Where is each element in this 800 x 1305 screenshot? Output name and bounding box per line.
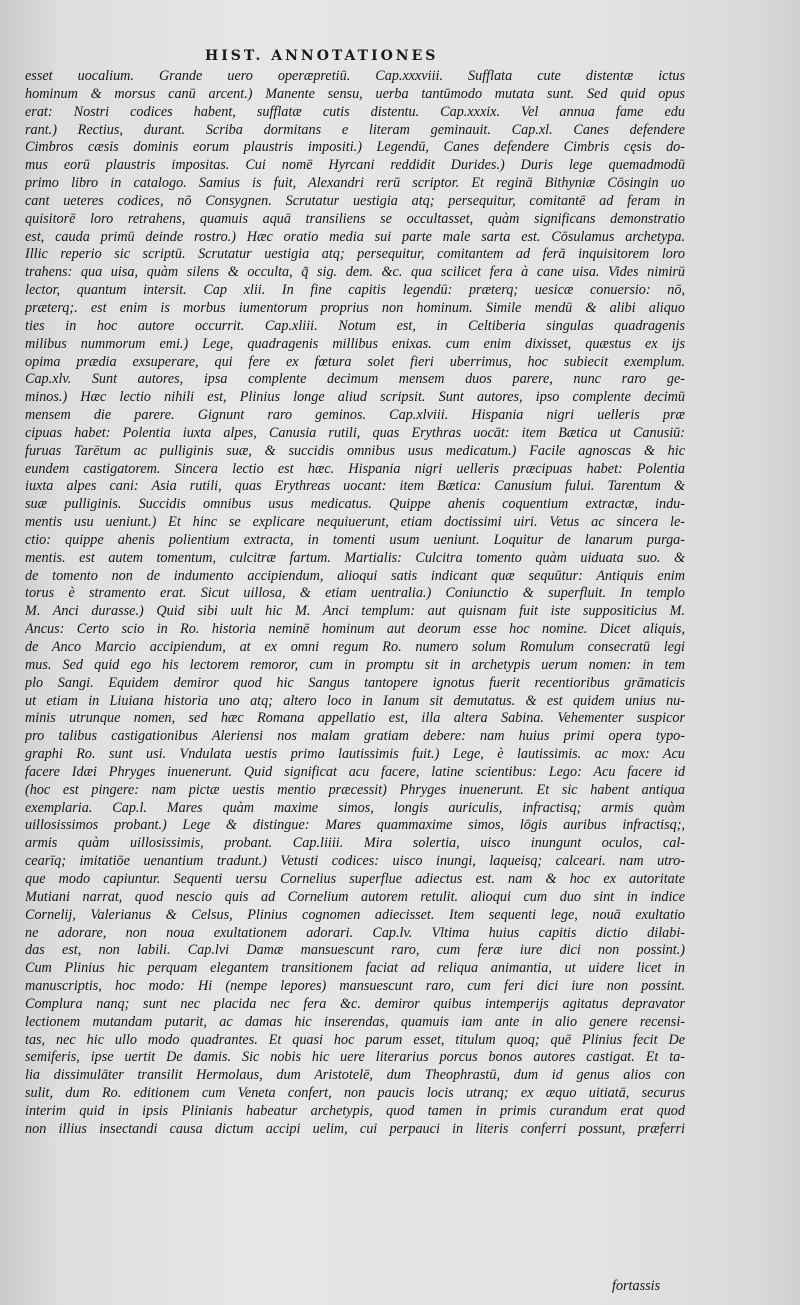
text-line: tas, nec hic ullo modo quadrantes. Et quasi hoc parum esset, titulum quoq; quē Plinius fecit De: [25, 1031, 685, 1048]
text-line: opima prædia exsuperare, qui fere ex fœtura solet fieri uberrimus, hoc subiecit exemplum.: [25, 353, 685, 370]
text-line: graphi Ro. sunt usi. Vndulata uestis primo lautissimis fuit.) Lege, è lautissimis. ac mox: Acu: [25, 746, 685, 763]
text-line: facere Idæi Phryges inuenerunt. Quid significat acu facere, latine scientibus: Lego: Acu facere id: [25, 763, 685, 780]
text-line: mus. Sed quid ego his lectorem remoror, cum in promptu sit in archetypis uerum nomen: in tem: [25, 656, 685, 673]
text-line: exemplaria. Cap.l. Mares quàm maxime simos, longis auriculis, infractisq; armis quàm: [25, 799, 685, 816]
text-line: esset uocalium. Grande uero operæpretiū. Cap.xxxviii. Sufflata cute distentæ ictus: [25, 68, 685, 84]
text-line: M. Anci durasse.) Quid sibi uult hic M. Anci templum: aut quisnam fuit iste suppositicius M.: [25, 603, 685, 620]
running-head: HIST. ANNOTATIONES: [205, 48, 439, 64]
text-line: sulit, dum Ro. editionem cum Veneta confert, non paucis locis utranq; ex æquo uitiatā, securus: [25, 1085, 685, 1102]
text-line: minis utrunque nomen, sed hæc Romana appellatio est, illa altera Sabina. Vehementer suspicor: [25, 710, 685, 727]
text-line: cipuas habet: Polentia iuxta alpes, Canusia rutili, quas Erythras uocāt: item Bætica ut Canusiū:: [25, 424, 685, 441]
text-line: mensem die parere. Gignunt raro geminos. Cap.xlviii. Hispania nigri uelleris præ: [25, 407, 685, 424]
catchword: fortassis: [612, 1278, 661, 1294]
text-line: cant ueteres codices, nō Consygnen. Scrutatur uestigia atq; persequitur, comitantē ad feram in: [25, 192, 685, 209]
text-line: minos.) Hæc lectio nihili est, Plinius longe aliud scripsit. Sunt autores, ipso complente decimū: [25, 389, 685, 406]
text-line: das est, non labili. Cap.lvi Damæ mansuescunt raro, cum feræ iure dici non possint.): [25, 942, 685, 959]
text-line: suæ pulliginis. Succidis omnibus usus medicatus. Quippe ahenis coquentium extractæ, indu-: [25, 496, 685, 513]
text-line: ctio: quippe ahenis polientium extracta, in tomenti usum ueniunt. Loquitur de lanarum purga-: [25, 531, 685, 548]
text-line: ut etiam in Liuiana historia uno atq; altero loco in Ianum sit demutatus. & est quidem unius nu-: [25, 692, 685, 709]
text-line: manuscriptis, hoc modo: Hi (nempe lepores) mansuescunt raro, cum feri dici iure non possint.: [25, 978, 685, 995]
text-line: lectionem mutandam putarit, ac damas hic inserendas, quamuis iam ante in alio genere recensi-: [25, 1013, 685, 1030]
text-line: semiferis, ipse uertit De damis. Sic nobis hic uere literarius porcus bonos autores castigat. Et ta-: [25, 1049, 685, 1066]
text-line: mentis. est autem tomentum, culcitræ fartum. Martialis: Culcitra tomento quàm uiduata suo. &: [25, 549, 685, 566]
text-line: Cap.xlv. Sunt autores, ipsa complente decimum mensem duos parere, nunc raro ge-: [25, 371, 685, 388]
text-line: ne adorare, non noua exultationem adorari. Cap.lv. Vltima huius capitis dictio dilabi-: [25, 924, 685, 941]
text-line: quisitorē loro retrahens, quamuis aquā transiliens se occultasset, quàm significans demonstratio: [25, 210, 685, 227]
text-line: Cornelij, Valerianus & Celsus, Plinius cognomen adiecisset. Item sequenti lege, nouā exultatio: [25, 906, 685, 923]
text-line: Illic reperio sic scriptū. Scrutatur uestigia atq; persequitur, comitantem ad ferā inquisitorem loro: [25, 246, 685, 263]
text-line: non illius insectandi causa dictum accipi uelim, cui perpauci in literis conferri possunt, præferri: [25, 1120, 685, 1137]
text-line: Ancus: Certo scio in Ro. historia neminē hominum aut deorum esse hoc nomine. Dicet aliquis,: [25, 621, 685, 638]
text-line: præterq;. est enim is morbus iumentorum proprius non hominum. Simile mendū & alibi aliquo: [25, 299, 685, 316]
text-line: furuas Tarētum ac pulliginis suæ, & succidis omnibus usus medicatum.) Facile agnoscas & hic: [25, 442, 685, 459]
text-line: (hoc est pingere: nam pictæ uestis mentio præcessit) Phryges inuenerunt. Et sic habent antiqua: [25, 781, 685, 798]
text-line: cearīq; imitatiōe uenantium tradunt.) Vetusti codices: uisco inungi, laqueisq; calceari. nam utro-: [25, 853, 685, 870]
text-line: Mutiani narrat, quod nescio quis ad Cornelium autorem retulit. alioqui cum duo sint in indice: [25, 888, 685, 905]
text-line: trahens: qua uisa, quàm silens & occulta, q̃ sig. dem. &c. qua scilicet fera à cane uisa. Vides nimirū: [25, 264, 685, 281]
text-line: plo Sangi. Equidem demiror quod hic Sangus tantopere ignotus fuerit recentioribus grāmaticis: [25, 674, 685, 691]
text-line: milibus nummorum emi.) Lege, quadragenis millibus enixas. cum enim dixisset, quæstus ex ijs: [25, 335, 685, 352]
text-line: iuxta alpes cani: Asia rutili, quas Erythreas uocant: item Bætica: Canusium fului. Tarentum &: [25, 478, 685, 495]
text-line: lector, quantum intersit. Cap xlii. In fine capitis legendū: præterq; uesicæ conuersio: nō,: [25, 282, 685, 299]
text-line: Complura nanq; sunt nec placida nec fera &c. demiror quibus intemperijs agitatus depravator: [25, 995, 685, 1012]
text-line: que modo capiuntur. Sequenti uersu Cornelius superflue adiectus est. nam & hoc ex autoritate: [25, 870, 685, 887]
text-line: mentis usu ueniunt.) Et hinc se explicare nequiuerunt, etiam doctissimi uiri. Vetus ac sincera le-: [25, 514, 685, 531]
text-line: Cum Plinius hic perquam elegantem transitionem faciat ad reliqua animantia, ut uidere licet in: [25, 960, 685, 977]
text-line: torus è stramento erat. Sicut uillosa, & etiam uentralia.) Coniunctio & superfluit. In templo: [25, 585, 685, 602]
text-line: primo libro in catalogo. Samius is fuit, Alexandri rerū scriptor. Et reginā Bithyniæ Cōsingin uo: [25, 175, 685, 192]
body-text: [25, 68, 685, 1139]
text-line: de Anco Marcio accipiendum, at ex omni regum Ro. numero solum Romulum consecratū legi: [25, 639, 685, 655]
text-line: hominum & morsus canū arcent.) Manente sensu, uerba tantūmodo mutata sunt. Sed quid opus: [25, 85, 685, 102]
text-line: erat: Nostri codices habent, sufflatæ cutis distentu. Cap.xxxix. Vel annua fame edu: [25, 103, 685, 120]
text-line: eundem castigatorem. Sincera lectio est hæc. Hispania nigri uelleris præcipuas habet: Polentia: [25, 460, 685, 477]
text-line: rant.) Rectius, durant. Scriba dormitans e literam geminauit. Cap.xl. Canes defendere: [25, 121, 685, 138]
text-line: lia dissimulāter transilit Hermolaus, dum Aristotelē, dum Theophrastū, dum id genus alios con: [25, 1067, 685, 1084]
text-line: pro talibus castigationibus Aleriensi nos malam gratiam debere: nam huius primi opera typo-: [25, 728, 685, 745]
text-line: mus eorū plaustris impositas. Cui nomē Hyrcani reddidit Durides.) Duris lege quemadmodū: [25, 157, 685, 174]
text-line: ties in hoc autore occurrit. Cap.xliii. Notum est, in Celtiberia singulas quadragenis: [25, 317, 685, 334]
text-line: de tomento non de indumento accipiendum, alioqui satis indicant quæ sequūtur: Antiquis enim: [25, 567, 685, 584]
text-line: armis quàm uillosissimis, probant. Cap.liiii. Mira solertia, uisco inungunt oculos, cal-: [25, 835, 685, 852]
text-line: uillosissimos probant.) Lege & distingue: Mares quammaxime simos, lōgis auribus infractisq;,: [25, 817, 685, 834]
text-line: interim quid in ipsis Plinianis habeatur archetypis, quod tamen in primis curandum erat quod: [25, 1102, 685, 1119]
text-line: Cimbros cæsis dominis eorum plaustris impositi.) Legendū, Canes defendere Cimbris cęsis do-: [25, 139, 685, 156]
text-line: est, cauda primū deinde rostro.) Hæc oratio media sui parte male sarta est. Cōsulamus archetypa.: [25, 228, 685, 245]
